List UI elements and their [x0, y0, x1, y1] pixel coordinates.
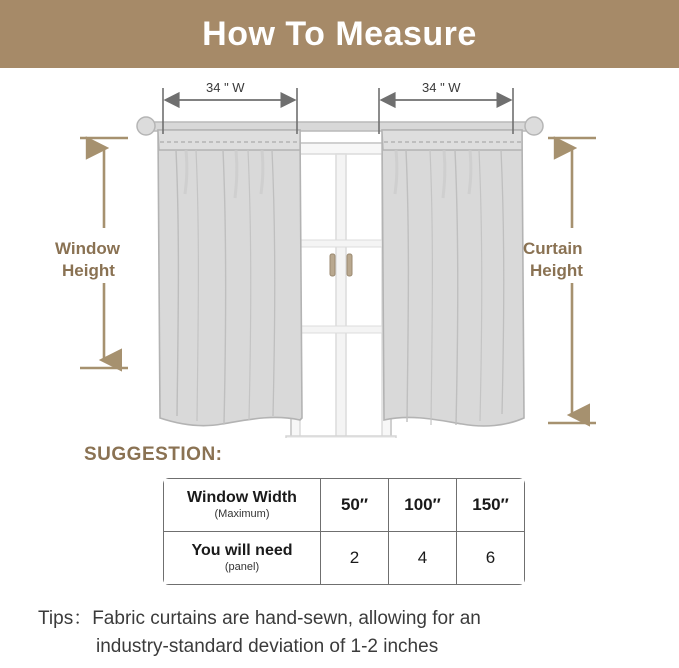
tips-line-2: industry-standard deviation of 1-2 inches: [96, 635, 439, 657]
suggestion-table: [163, 478, 525, 585]
curtain-height-label-line1: Curtain: [523, 239, 583, 258]
tips-line-2-wrap: [38, 633, 648, 661]
cell-panels-6: 6: [457, 532, 525, 585]
suggestion-heading: SUGGESTION:: [84, 444, 223, 465]
page-title: How To Measure: [202, 14, 477, 53]
tips-line-1: Fabric curtains are hand-sewn, allowing for an: [92, 608, 481, 629]
cell-window-width-100: 100″: [389, 479, 457, 532]
tips-block: [38, 605, 648, 660]
cell-window-width-50: 50″: [321, 479, 389, 532]
row-label-window-width: [164, 479, 321, 532]
curtain-illustration: [0, 68, 679, 438]
tips-label: Tips：: [38, 608, 93, 629]
right-width-label: 34 " W: [422, 80, 461, 95]
right-curtain-panel: [382, 130, 524, 426]
row-label-text: You will need: [191, 541, 293, 559]
window-height-label-line2: Height: [62, 261, 115, 280]
cell-panels-2: 2: [321, 532, 389, 585]
left-width-label: 34 " W: [206, 80, 245, 95]
left-curtain-panel: [158, 130, 302, 426]
cell-window-width-150: 150″: [457, 479, 525, 532]
row-label-you-will-need: [164, 532, 321, 585]
row-label-text: Window Width: [187, 488, 297, 506]
suggestion-table-wrapper: [163, 478, 525, 585]
table-row: [164, 532, 525, 585]
header-banner: [0, 0, 679, 68]
table-row: [164, 479, 525, 532]
row-sub-text: (panel): [224, 561, 260, 574]
curtain-height-label-line2: Height: [530, 261, 583, 280]
cell-panels-4: 4: [389, 532, 457, 585]
row-sub-text: (Maximum): [214, 508, 270, 521]
window-height-label-line1: Window: [55, 239, 120, 258]
